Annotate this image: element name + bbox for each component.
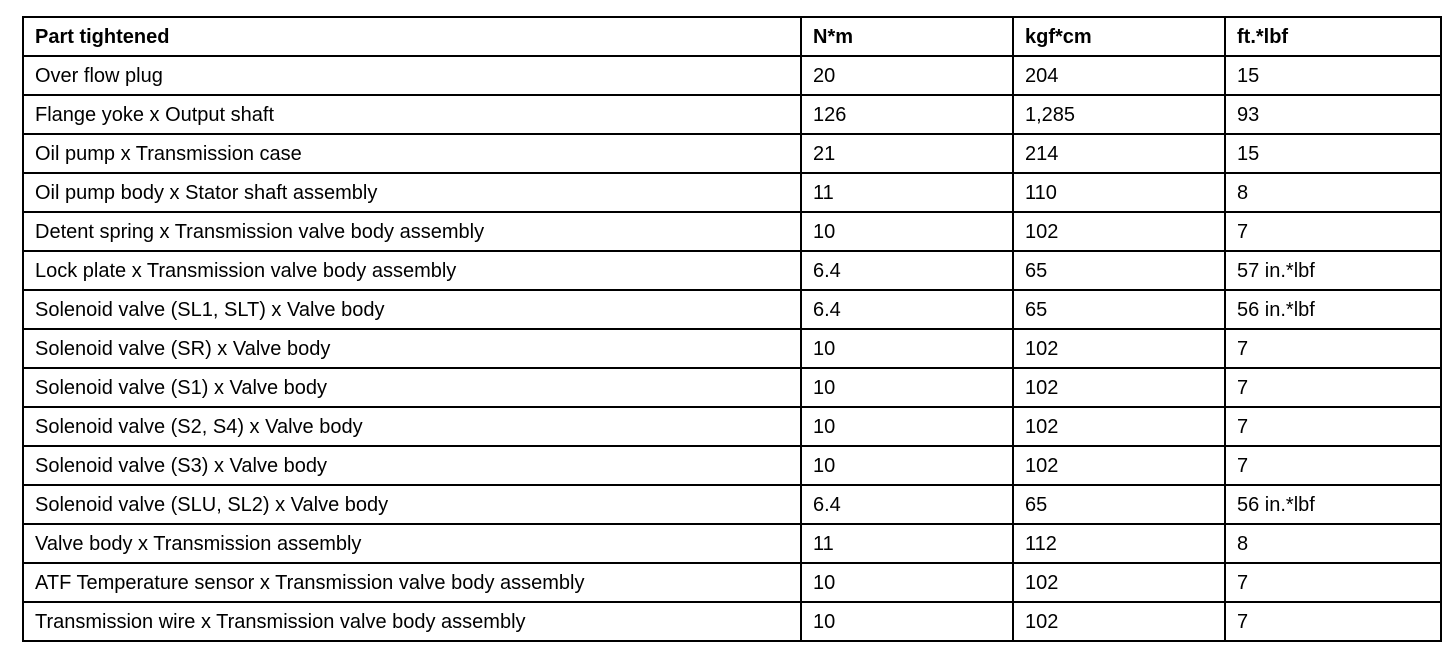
cell-newton-meter: 11	[801, 173, 1013, 212]
cell-newton-meter: 10	[801, 446, 1013, 485]
cell-newton-meter: 6.4	[801, 485, 1013, 524]
cell-ft-lbf: 7	[1225, 563, 1441, 602]
table-row	[23, 95, 1441, 134]
table-row	[23, 368, 1441, 407]
cell-kgf-cm: 102	[1013, 368, 1225, 407]
header-newton-meter: N*m	[801, 17, 1013, 56]
table-row	[23, 563, 1441, 602]
cell-ft-lbf: 7	[1225, 212, 1441, 251]
cell-ft-lbf: 15	[1225, 56, 1441, 95]
cell-kgf-cm: 214	[1013, 134, 1225, 173]
cell-kgf-cm: 65	[1013, 485, 1225, 524]
cell-part: Solenoid valve (S2, S4) x Valve body	[23, 407, 801, 446]
cell-kgf-cm: 65	[1013, 251, 1225, 290]
cell-part: Solenoid valve (SR) x Valve body	[23, 329, 801, 368]
cell-kgf-cm: 102	[1013, 329, 1225, 368]
cell-part: Lock plate x Transmission valve body assembly	[23, 251, 801, 290]
cell-newton-meter: 126	[801, 95, 1013, 134]
cell-part: ATF Temperature sensor x Transmission valve body assembly	[23, 563, 801, 602]
cell-part: Oil pump x Transmission case	[23, 134, 801, 173]
cell-newton-meter: 11	[801, 524, 1013, 563]
cell-kgf-cm: 102	[1013, 602, 1225, 641]
table-row	[23, 485, 1441, 524]
cell-part: Solenoid valve (S3) x Valve body	[23, 446, 801, 485]
cell-part: Solenoid valve (S1) x Valve body	[23, 368, 801, 407]
table-body	[23, 56, 1441, 641]
cell-newton-meter: 21	[801, 134, 1013, 173]
table-row	[23, 407, 1441, 446]
table-row	[23, 251, 1441, 290]
cell-part: Transmission wire x Transmission valve body assembly	[23, 602, 801, 641]
header-ft-lbf: ft.*lbf	[1225, 17, 1441, 56]
table-row	[23, 134, 1441, 173]
cell-newton-meter: 10	[801, 602, 1013, 641]
table-row	[23, 602, 1441, 641]
header-kgf-cm: kgf*cm	[1013, 17, 1225, 56]
cell-kgf-cm: 204	[1013, 56, 1225, 95]
table-row	[23, 56, 1441, 95]
cell-ft-lbf: 7	[1225, 368, 1441, 407]
cell-kgf-cm: 65	[1013, 290, 1225, 329]
table-row	[23, 446, 1441, 485]
cell-newton-meter: 6.4	[801, 290, 1013, 329]
cell-kgf-cm: 102	[1013, 212, 1225, 251]
cell-newton-meter: 10	[801, 329, 1013, 368]
cell-kgf-cm: 110	[1013, 173, 1225, 212]
cell-ft-lbf: 57 in.*lbf	[1225, 251, 1441, 290]
cell-ft-lbf: 7	[1225, 602, 1441, 641]
cell-part: Solenoid valve (SLU, SL2) x Valve body	[23, 485, 801, 524]
cell-ft-lbf: 7	[1225, 329, 1441, 368]
cell-part: Detent spring x Transmission valve body assembly	[23, 212, 801, 251]
table-header-row	[23, 17, 1441, 56]
table-row	[23, 173, 1441, 212]
cell-ft-lbf: 8	[1225, 524, 1441, 563]
cell-ft-lbf: 8	[1225, 173, 1441, 212]
cell-part: Valve body x Transmission assembly	[23, 524, 801, 563]
cell-part: Solenoid valve (SL1, SLT) x Valve body	[23, 290, 801, 329]
cell-part: Oil pump body x Stator shaft assembly	[23, 173, 801, 212]
cell-ft-lbf: 15	[1225, 134, 1441, 173]
cell-kgf-cm: 102	[1013, 563, 1225, 602]
table-row	[23, 329, 1441, 368]
cell-newton-meter: 10	[801, 212, 1013, 251]
cell-ft-lbf: 56 in.*lbf	[1225, 290, 1441, 329]
cell-part: Over flow plug	[23, 56, 801, 95]
table-row	[23, 524, 1441, 563]
cell-kgf-cm: 112	[1013, 524, 1225, 563]
cell-newton-meter: 10	[801, 563, 1013, 602]
table-row	[23, 212, 1441, 251]
cell-newton-meter: 10	[801, 407, 1013, 446]
cell-kgf-cm: 1,285	[1013, 95, 1225, 134]
cell-newton-meter: 20	[801, 56, 1013, 95]
cell-part: Flange yoke x Output shaft	[23, 95, 801, 134]
cell-ft-lbf: 7	[1225, 407, 1441, 446]
header-part-tightened: Part tightened	[23, 17, 801, 56]
cell-ft-lbf: 93	[1225, 95, 1441, 134]
torque-specification-table	[22, 16, 1442, 642]
cell-ft-lbf: 7	[1225, 446, 1441, 485]
cell-newton-meter: 6.4	[801, 251, 1013, 290]
cell-ft-lbf: 56 in.*lbf	[1225, 485, 1441, 524]
cell-newton-meter: 10	[801, 368, 1013, 407]
table-row	[23, 290, 1441, 329]
cell-kgf-cm: 102	[1013, 446, 1225, 485]
cell-kgf-cm: 102	[1013, 407, 1225, 446]
